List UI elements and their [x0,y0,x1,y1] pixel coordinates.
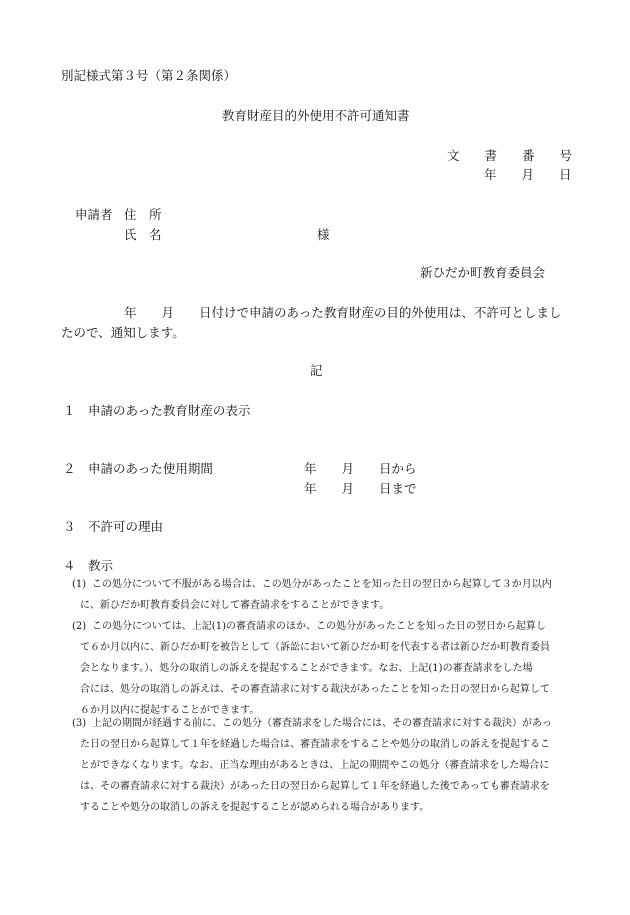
notice-line: 合には、処分の取消しの訴えは、その審査請求に対する裁決があったことを知った日の翌日から起算して [80,684,550,695]
document-title: 教育財産目的外使用不許可通知書 [222,108,410,123]
section-label: 申請のあった使用期間 [88,461,213,476]
honorific: 様 [317,227,330,242]
issuer-name: 新ひだか町教育委員会 [420,265,546,280]
notice-line: この処分について不服がある場合は、この処分があったことを知った日の翌日から起算して３か月以内 [92,579,552,590]
notice-marker: (2) [72,621,87,632]
notice-marker: (1) [72,579,87,590]
section-label: 教示 [88,558,114,573]
section-label: 申請のあった教育財産の表示 [88,403,251,418]
section-number: ３ [63,519,76,534]
section-number: ２ [63,461,76,476]
notice-marker: (3) [72,718,87,729]
notice-line: ６か月以内に提起することができます。 [80,705,260,716]
section-label: 不許可の理由 [88,519,164,534]
notice-line: とができなくなります。なお、正当な理由があるときは、上記の期間やこの処分（審査請求をした場合に [80,760,550,771]
name-label: 氏 名 [124,227,162,242]
document-number: 文 書 番 号 [447,148,573,163]
notice-line: この処分については、上記(1)の審査請求のほか、この処分があったことを知った日の翌日から起算し [92,621,546,632]
body-text-line-1: 年 月 日付けで申請のあった教育財産の目的外使用は、不許可としまし [124,305,562,320]
notice-line: た日の翌日から起算して１年を経過した場合は、審査請求をすることや処分の取消しの訴えを提起するこ [80,739,550,750]
notice-line: に、新ひだか町教育委員会に対して審査請求をすることができます。 [80,600,390,611]
applicant-label: 申請者 [75,207,113,222]
notice-line: は、その審査請求に対する裁決）があった日の翌日から起算して１年を経過した後であっても審査請求を [80,781,550,792]
form-label: 別記様式第３号（第２条関係） [61,68,237,83]
address-label: 住 所 [124,207,162,222]
ki-heading: 記 [310,363,323,378]
notice-line: て６か月以内に、新ひだか町を被告として（訴訟において新ひだか町を代表する者は新ひだか町教育委員 [80,642,550,653]
notice-line: 上記の期間が経過する前に、この処分（審査請求をした場合には、その審査請求に対する裁決）があっ [92,718,552,729]
section-number: ４ [63,558,76,573]
date-line: 年 月 日 [484,167,572,182]
section-number: １ [63,403,76,418]
period-from: 年 月 日から [304,461,417,476]
body-text-line-2: たので、通知します。 [61,325,185,340]
notice-line: することや処分の取消しの訴えを提起することが認められる場合があります。 [80,802,430,813]
notice-line: 会となります。）、処分の取消しの訴えを提起することができます。なお、上記(1)の審査請求をした場 [80,663,533,674]
period-to: 年 月 日まで [304,481,417,496]
